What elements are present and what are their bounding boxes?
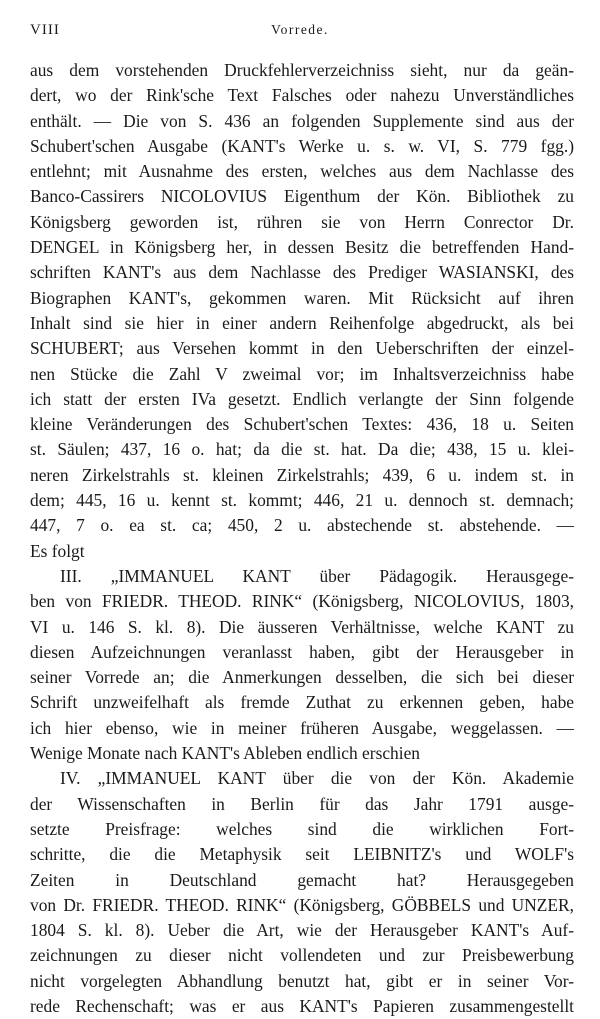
text-line: ben von FRIEDR. THEOD. RINK“ (Königsberg, NICOLOVIUS, 1803, [30,591,574,612]
text-line: der Wissenschaften in Berlin für das Jahr 1791 ausge- [30,793,574,814]
text-line: aus dem vorstehenden Druckfehlerverzeichniss sieht, nur da geän- [30,60,574,80]
text-line: Biographen KANT's, gekommen waren. Mit Rücksicht auf ihren [30,287,574,308]
page-number: VIII [30,22,60,38]
text-line: nicht vorgelegten Abhandlung benutzt hat, gibt er in seiner Vor- [30,970,574,991]
text-line: ich hier ebenso, wie in meiner früheren Ausgabe, weggelassen. — [30,717,574,738]
text-line: kleine Veränderungen des Schubert'schen Textes: 436, 18 u. Seiten [30,414,574,435]
section-heading-line: III. „IMMANUEL KANT über Pädagogik. Herausgege- [60,565,574,586]
text-line: Schubert'schen Ausgabe (KANT's Werke u. s. w. VI, S. 779 fgg.) [30,135,574,156]
text-line: dem; 445, 16 u. kennt st. kommt; 446, 21 u. dennoch st. demnach; [30,490,574,511]
text-line: Banco-Cassirers NICOLOVIUS Eigenthum der Kön. Bibliothek zu [30,186,574,207]
text-line: Königsberg geworden ist, rühren sie von Herrn Conrector Dr. [30,211,574,232]
text-line: schriften KANT's aus dem Nachlasse des Prediger WASIANSKI, des [30,262,574,283]
text-line: dert, wo der Rink'sche Text Falsches oder nahezu Unverständliches [30,85,574,106]
text-line: seiner Vorrede an; die Anmerkungen desselben, die sich bei dieser [30,667,574,688]
text-line: st. Säulen; 437, 16 o. hat; da die st. hat. Da die; 438, 15 u. klei- [30,439,574,460]
text-line: VI u. 146 S. kl. 8). Die äusseren Verhältnisse, welche KANT zu [30,616,574,637]
text-line: enthält. — Die von S. 436 an folgenden Supplemente sind aus der [30,110,574,131]
body-text [30,58,574,1019]
text-line: neren Zirkelstrahls st. kleinen Zirkelstrahls; 439, 6 u. indem st. in [30,464,574,485]
running-title: Vorrede. [271,22,329,37]
text-line: Es folgt [30,540,85,561]
text-line: setzte Preisfrage: welches sind die wirklichen Fort- [30,818,574,839]
text-line: Inhalt sind sie hier in einer andern Reihenfolge abgedruckt, als bei [30,312,574,333]
text-line: rede Rechenschaft; was er aus KANT's Papieren zusammengestellt [30,995,574,1016]
text-line: zeichnungen zu dieser nicht vollendeten und zur Preisbewerbung [30,945,574,966]
text-line: 1804 S. kl. 8). Ueber die Art, wie der Herausgeber KANT's Auf- [30,920,574,941]
text-line: ich statt der ersten IVa gesetzt. Endlich verlangte der Sinn folgende [30,388,574,409]
text-line: diesen Aufzeichnungen veranlasst haben, gibt der Herausgeber in [30,641,574,662]
text-line: 447, 7 o. ea st. ca; 450, 2 u. abstechende st. abstehende. — [30,515,574,536]
text-line: Wenige Monate nach KANT's Ableben endlich erschien [30,743,420,764]
text-line: DENGEL in Königsberg her, in dessen Besitz die betreffenden Hand- [30,237,574,258]
section-heading-line: IV. „IMMANUEL KANT über die von der Kön. Akademie [60,768,574,789]
text-line: Zeiten in Deutschland gemacht hat? Herausgegeben [30,869,574,890]
page-header [30,22,570,46]
text-line: entlehnt; mit Ausnahme des ersten, welches aus dem Nachlasse des [30,161,574,182]
text-line: Schrift unzweifelhaft als fremde Zuthat zu erkennen geben, habe [30,692,574,713]
text-line: SCHUBERT; aus Versehen kommt in den Ueberschriften der einzel- [30,338,574,359]
text-line: schritte, die die Metaphysik seit LEIBNITZ's und WOLF's [30,844,574,865]
text-line: von Dr. FRIEDR. THEOD. RINK“ (Königsberg, GÖBBELS und UNZER, [30,894,574,915]
text-line: nen Stücke die Zahl V zweimal vor; im Inhaltsverzeichniss habe [30,363,574,384]
